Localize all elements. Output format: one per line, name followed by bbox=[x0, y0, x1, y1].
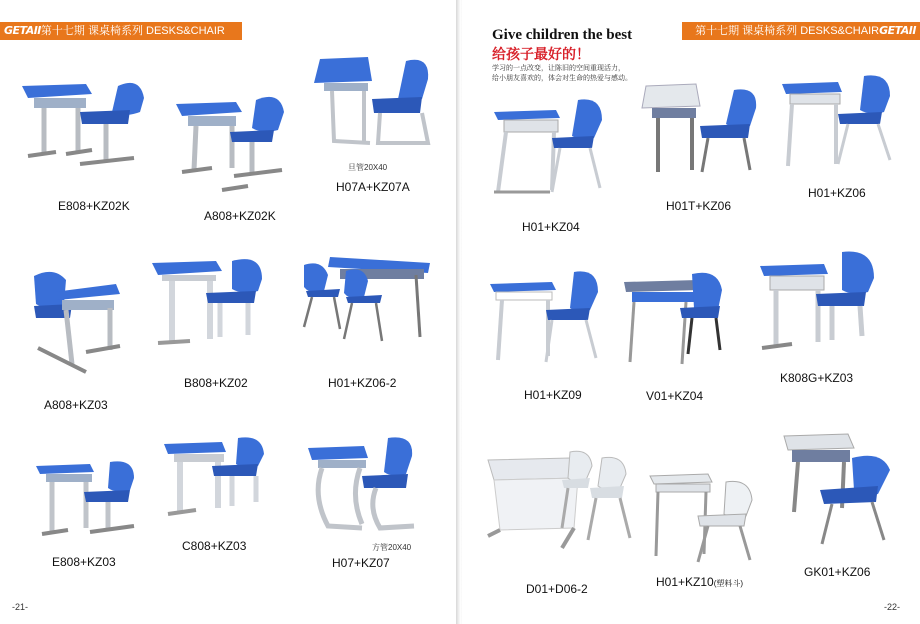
product-photo bbox=[622, 270, 732, 370]
brand-logo: GETAII bbox=[4, 24, 41, 37]
product-label: B808+KZ02 bbox=[184, 376, 248, 390]
product-photo bbox=[300, 255, 435, 350]
product-label: A808+KZ02K bbox=[204, 209, 276, 223]
tagline-english: Give children the best bbox=[492, 27, 633, 43]
page-number: -21- bbox=[12, 602, 29, 612]
model-name: H01+KZ10 bbox=[656, 575, 714, 589]
product-label: K808G+KZ03 bbox=[780, 371, 854, 385]
product-label: H01+KZ09 bbox=[524, 388, 582, 402]
product-label: H01+KZ06 bbox=[808, 186, 866, 200]
product-photo bbox=[34, 458, 144, 540]
product-label: H07+KZ07 bbox=[332, 556, 390, 570]
product-photo bbox=[778, 74, 898, 174]
intro-line: 学习的一点改变，让陈旧的空间重现活力， bbox=[492, 64, 625, 72]
intro-text bbox=[492, 63, 702, 83]
product-photo bbox=[758, 250, 882, 362]
series-title: 第十七期 课桌椅系列 DESKS&CHAIR bbox=[40, 25, 225, 37]
left-page bbox=[0, 0, 458, 624]
product-label: A808+KZ03 bbox=[44, 398, 108, 412]
series-title: 第十七期 课桌椅系列 DESKS&CHAIR bbox=[695, 25, 880, 37]
product-photo bbox=[306, 436, 416, 536]
product-photo bbox=[648, 470, 758, 570]
product-photo bbox=[638, 82, 762, 180]
tagline-chinese: 给孩子最好的！ bbox=[492, 47, 590, 63]
right-page bbox=[462, 0, 920, 624]
product-photo bbox=[20, 72, 150, 192]
product-label: V01+KZ04 bbox=[646, 389, 704, 403]
header-banner-left bbox=[0, 22, 242, 40]
product-photo bbox=[172, 90, 292, 196]
product-label: H01T+KZ06 bbox=[666, 199, 732, 213]
page-number: -22- bbox=[884, 602, 901, 612]
product-label bbox=[656, 575, 743, 589]
product-photo bbox=[478, 448, 648, 558]
product-label: C808+KZ03 bbox=[182, 539, 247, 553]
product-label: H01+KZ04 bbox=[522, 220, 580, 234]
tube-spec-note: 旦管20X40 bbox=[348, 163, 388, 172]
product-label: D01+D06-2 bbox=[526, 582, 588, 596]
product-photo bbox=[150, 255, 270, 355]
product-label: E808+KZ03 bbox=[52, 555, 116, 569]
product-label: E808+KZ02K bbox=[58, 199, 130, 213]
product-label: H01+KZ06-2 bbox=[328, 376, 397, 390]
product-label: GK01+KZ06 bbox=[804, 565, 871, 579]
tube-spec-note: 方管20X40 bbox=[372, 543, 412, 552]
brand-logo: GETAII bbox=[879, 24, 916, 37]
intro-line: 给小朋友喜欢的，体会对生命的热爱与感动。 bbox=[492, 74, 632, 82]
product-photo bbox=[28, 268, 148, 378]
header-banner-right bbox=[682, 22, 920, 40]
model-suffix: (塑料斗) bbox=[713, 579, 744, 588]
product-photo bbox=[488, 270, 608, 370]
product-label: H07A+KZ07A bbox=[336, 180, 410, 194]
product-photo bbox=[490, 96, 610, 206]
product-photo bbox=[778, 432, 896, 548]
product-photo bbox=[162, 436, 272, 522]
product-photo bbox=[310, 55, 435, 155]
